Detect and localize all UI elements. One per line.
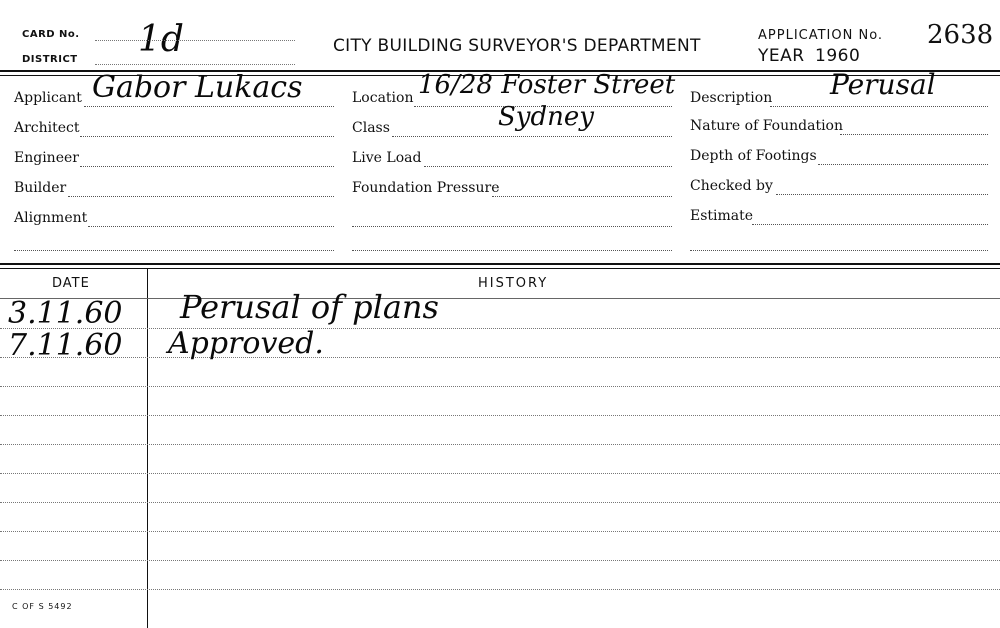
middle-line-5: [352, 226, 672, 227]
foundation-pressure-line: [492, 196, 672, 197]
nature-of-foundation-line: [840, 134, 988, 135]
history-line: [0, 502, 1000, 503]
location-value-line1: 16/28 Foster Street: [418, 70, 676, 100]
nature-of-foundation-label: Nature of Foundation: [690, 118, 843, 134]
class-label: Class: [352, 120, 390, 136]
builder-label: Builder: [14, 180, 67, 196]
checked-by-label: Checked by: [690, 178, 773, 194]
description-label: Description: [690, 90, 773, 106]
live-load-line: [424, 166, 672, 167]
location-label: Location: [352, 90, 414, 106]
card-no-label: CARD No.: [22, 29, 80, 40]
form-code: C OF S 5492: [12, 602, 73, 611]
alignment-label: Alignment: [14, 210, 88, 226]
date-column-divider: [147, 269, 148, 628]
date-header: DATE: [52, 276, 90, 291]
history-line: [0, 473, 1000, 474]
card-no-line: [95, 40, 295, 41]
applicant-label: Applicant: [14, 90, 82, 106]
class-line: [392, 136, 672, 137]
description-line: [770, 106, 988, 107]
application-no-value: 2638: [927, 20, 994, 50]
builder-line: [68, 196, 334, 197]
history-line: [0, 328, 1000, 329]
location-value-line2: Sydney: [498, 102, 594, 132]
history-line: [0, 415, 1000, 416]
architect-label: Architect: [14, 120, 80, 136]
live-load-label: Live Load: [352, 150, 422, 166]
history-rule-top: [0, 263, 1000, 265]
depth-of-footings-label: Depth of Footings: [690, 148, 817, 164]
history-line: [0, 560, 1000, 561]
history-rule-bottom: [0, 268, 1000, 269]
history-entry-text: Perusal of plans: [180, 288, 439, 326]
history-header: HISTORY: [478, 276, 549, 291]
applicant-line: [84, 106, 334, 107]
history-line: [0, 386, 1000, 387]
depth-of-footings-line: [818, 164, 988, 165]
history-line: [0, 589, 1000, 590]
application-no-label: APPLICATION No.: [758, 28, 884, 43]
estimate-label: Estimate: [690, 208, 754, 224]
estimate-line: [752, 224, 988, 225]
engineer-label: Engineer: [14, 150, 79, 166]
district-line: [95, 64, 295, 65]
description-value: Perusal: [830, 68, 936, 101]
architect-line: [80, 136, 334, 137]
right-line-6: [690, 250, 988, 251]
history-entry-date: 7.11.60: [8, 328, 123, 363]
history-entry-date: 3.11.60: [8, 296, 123, 331]
history-header-line: [0, 298, 1000, 299]
history-line: [0, 357, 1000, 358]
foundation-pressure-label: Foundation Pressure: [352, 180, 500, 196]
middle-line-6: [352, 250, 672, 251]
checked-by-line: [776, 194, 988, 195]
year-value: 1960: [815, 46, 861, 66]
alignment-line: [88, 226, 334, 227]
applicant-value: Gabor Lukacs: [92, 70, 303, 105]
engineer-line: [80, 166, 334, 167]
year-label: YEAR: [758, 46, 805, 66]
history-line: [0, 444, 1000, 445]
department-title: CITY BUILDING SURVEYOR'S DEPARTMENT: [333, 36, 701, 56]
alignment-line-2: [14, 250, 334, 251]
card-no-value: 1d: [138, 19, 184, 60]
history-entry-text: Approved.: [168, 326, 324, 361]
district-label: DISTRICT: [22, 54, 78, 65]
history-line: [0, 531, 1000, 532]
